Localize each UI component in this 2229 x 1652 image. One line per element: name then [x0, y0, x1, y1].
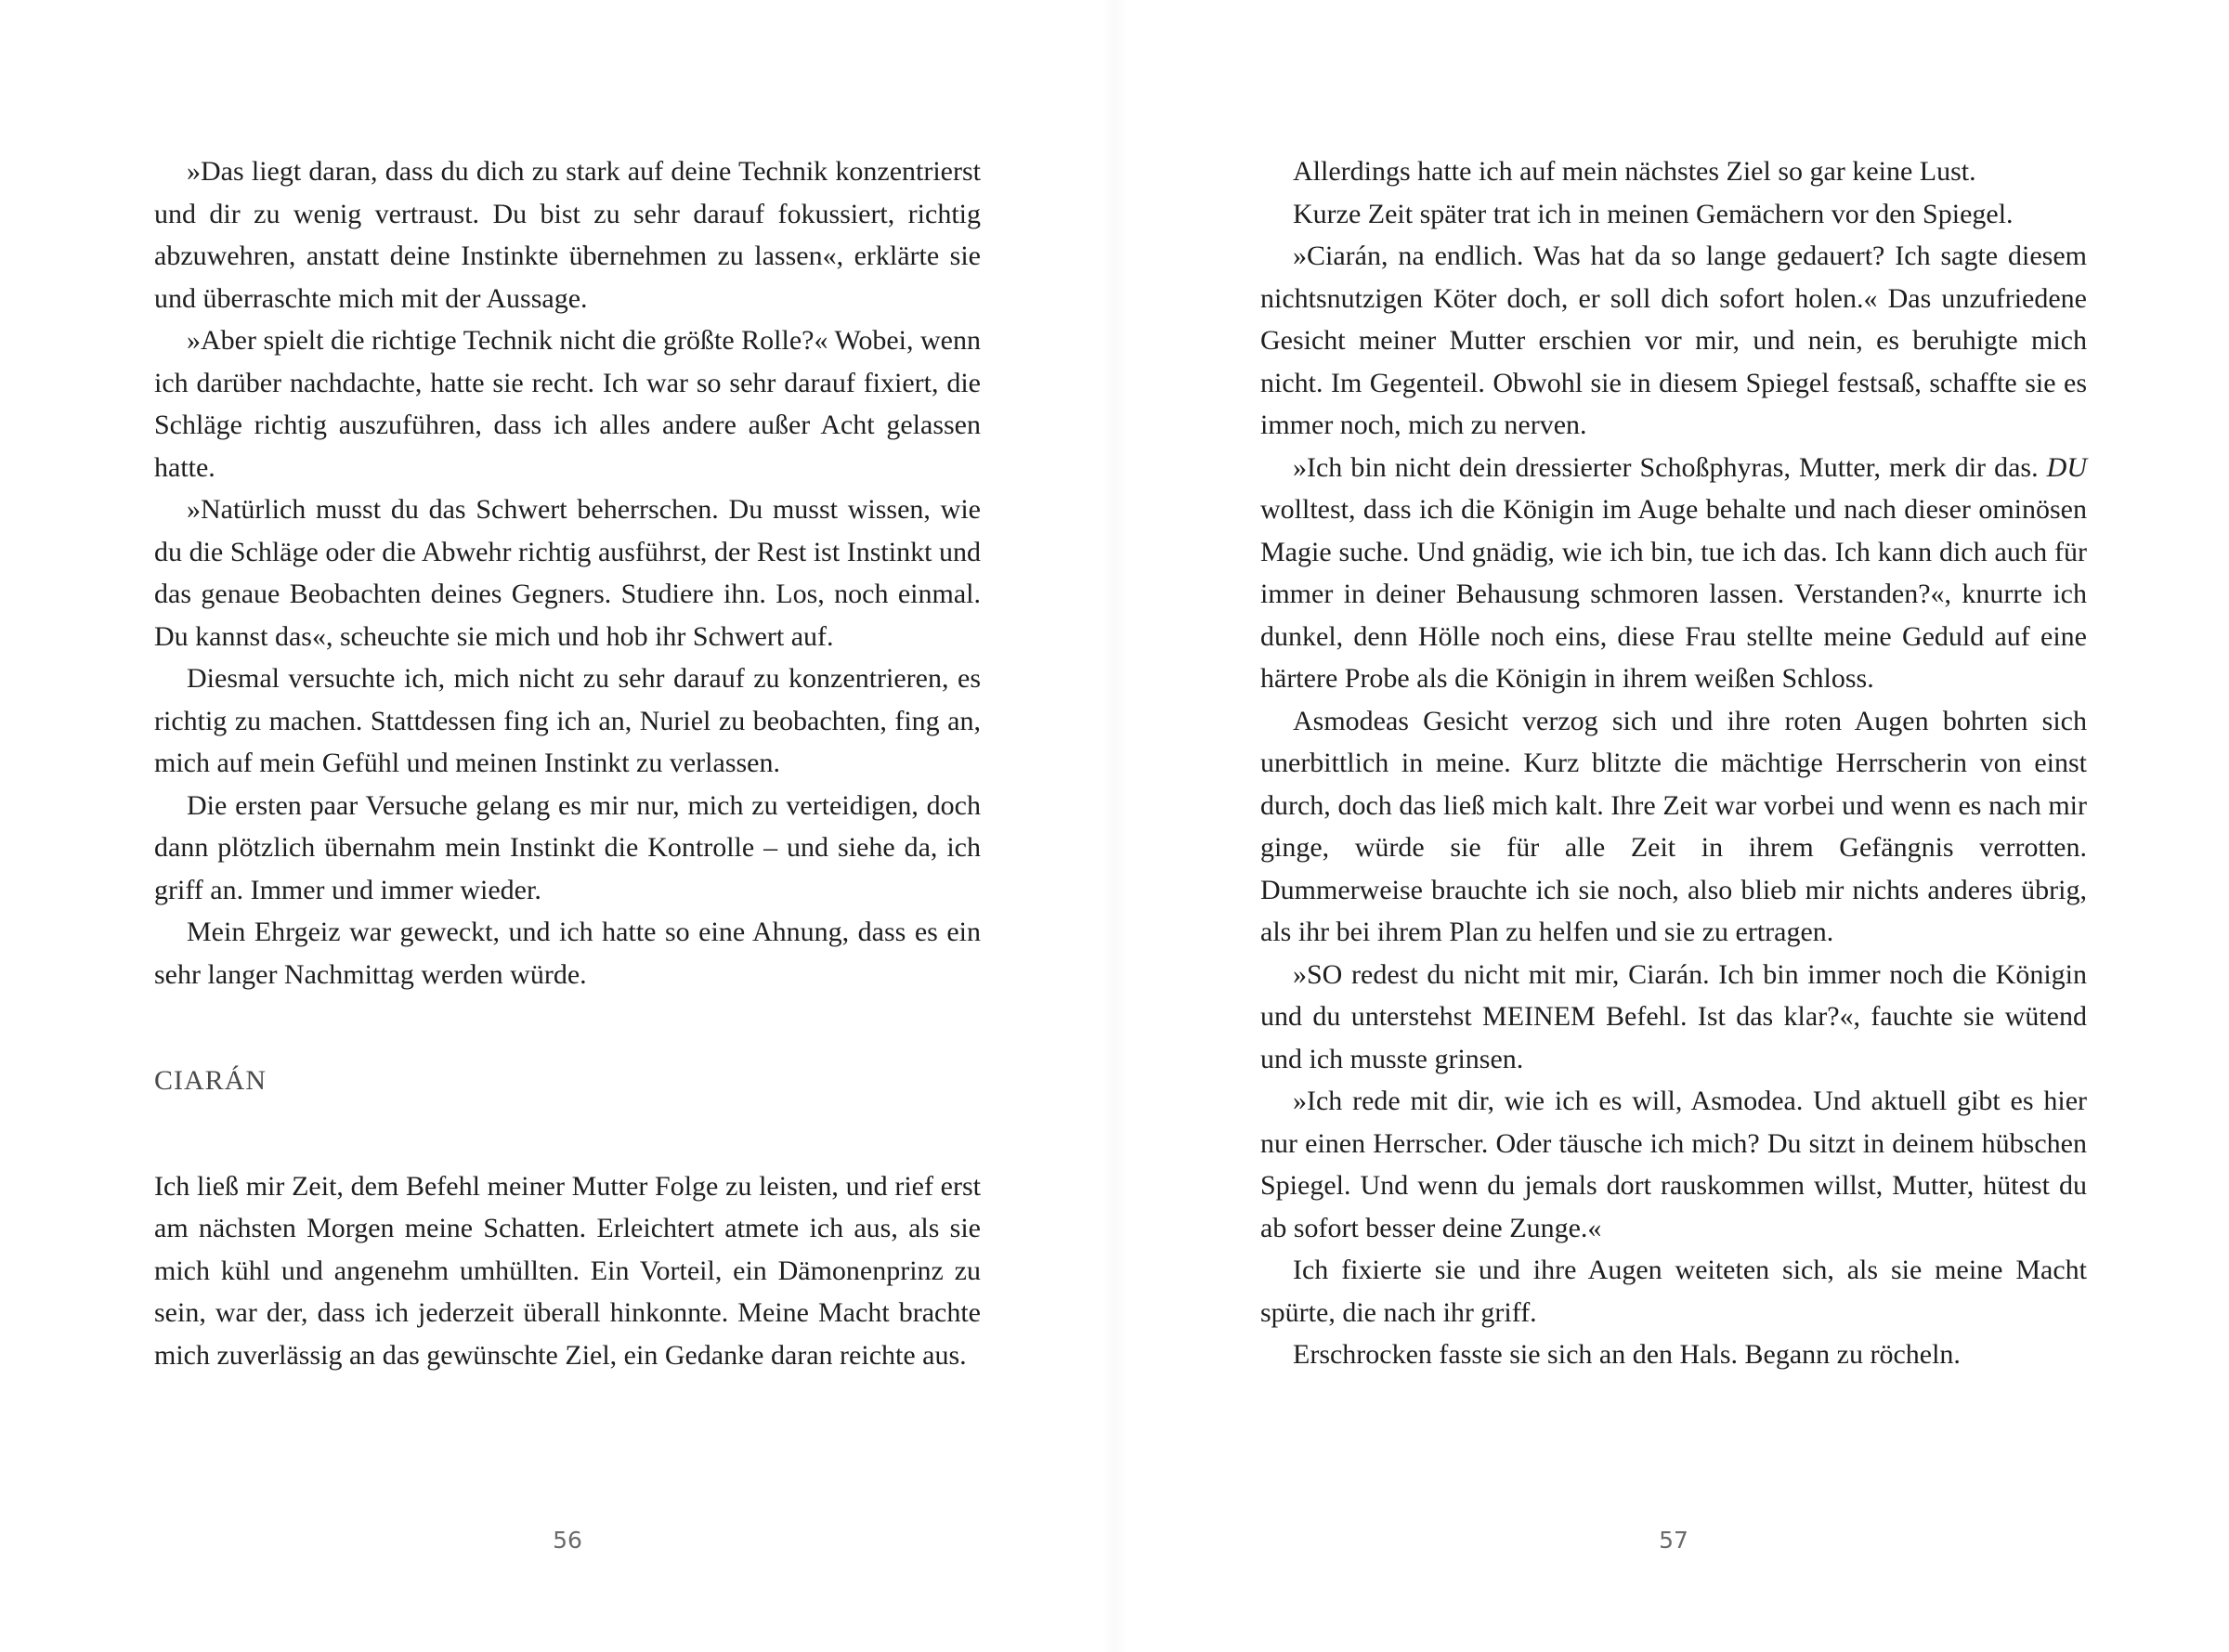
paragraph: Ich fixierte sie und ihre Augen weiteten sich, als sie meine Macht spürte, die nach ihr griff.	[1260, 1255, 2087, 1328]
paragraph: Diesmal versuchte ich, mich nicht zu sehr darauf zu konzentrieren, es richtig zu machen. Stattdessen fing ich an, Nuriel zu beobachten, fing an, mich auf mein Gefühl und meinen Instinkt zu verlassen.	[154, 663, 981, 778]
paragraph-text: »Ich bin nicht dein dressierter Schoßphyras, Mutter, merk dir das.	[1293, 451, 2047, 483]
paragraph: Die ersten paar Versuche gelang es mir nur, mich zu verteidigen, doch dann plötzlich übernahm mein Instinkt die Kontrolle – und siehe da, ich griff an. Immer und immer wieder.	[154, 789, 981, 905]
paragraph: Mein Ehrgeiz war geweckt, und ich hatte so eine Ahnung, dass es ein sehr langer Nachmittag werden würde.	[154, 917, 981, 990]
paragraph: Erschrocken fasste sie sich an den Hals. Begann zu röcheln.	[1293, 1339, 1961, 1370]
paragraph: Allerdings hatte ich auf mein nächstes Ziel so gar keine Lust.	[1293, 156, 1976, 187]
right-page	[1114, 0, 2229, 1652]
paragraph: »Aber spielt die richtige Technik nicht die größte Rolle?« Wobei, wenn ich darüber nachdachte, hatte sie recht. Ich war so sehr darauf fixiert, die Schläge richtig auszuführen, dass ich alles andere außer Acht gelassen hatte.	[154, 325, 981, 483]
right-page-body	[1260, 150, 2087, 1376]
chapter-first-paragraph: Ich ließ mir Zeit, dem Befehl meiner Mutter Folge zu leisten, und rief erst am nächsten Morgen meine Schatten. Erleichtert atmete ich aus, als sie mich kühl und angenehm umhüllten. Ein Vorteil, ein Dämonenprinz zu sein, war der, dass ich jederzeit überall hinkonnte. Meine Macht brachte mich zuverlässig an das gewünschte Ziel, ein Gedanke daran reichte aus.	[154, 1170, 981, 1371]
left-page-body	[154, 150, 981, 1376]
paragraph: »SO redest du nicht mit mir, Ciarán. Ich bin immer noch die Königin und du unterstehst MEINEM Befehl. Ist das klar?«, fauchte sie wütend und ich musste grinsen.	[1260, 958, 2087, 1074]
emphasized-text: DU	[2046, 451, 2087, 483]
paragraph	[1260, 447, 2087, 700]
paragraph: »Ich rede mit dir, wie ich es will, Asmodea. Und aktuell gibt es hier nur einen Herrscher. Oder täusche ich mich? Du sitzt in deinem hübschen Spiegel. Und wenn du jemals dort rauskommen willst, Mutter, hütest du ab sofort besser deine Zunge.«	[1260, 1086, 2087, 1243]
paragraph: Kurze Zeit später trat ich in meinen Gemächern vor den Spiegel.	[1293, 198, 2014, 229]
chapter-heading: CIARÁN	[154, 1065, 267, 1096]
paragraph: Asmodeas Gesicht verzog sich und ihre roten Augen bohrten sich unerbittlich in meine. Kurz blitzte die mächtige Herrscherin von einst durch, doch das ließ mich kalt. Ihre Zeit war vorbei und wenn es nach mir ginge, würde sie für alle Zeit in ihrem Gefängnis verrotten. Dummerweise brauchte ich sie noch, also blieb mir nichts anderes übrig, als ihr bei ihrem Plan zu helfen und sie zu ertragen.	[1260, 705, 2087, 947]
paragraph: »Ciarán, na endlich. Was hat da so lange gedauert? Ich sagte diesem nichtsnutzigen Köter doch, er soll dich sofort holen.« Das unzufriedene Gesicht meiner Mutter erschien vor mir, und nein, es beruhigte mich nicht. Im Gegenteil. Obwohl sie in diesem Spiegel festsaß, schaffte sie es immer noch, mich zu nerven.	[1260, 241, 2087, 440]
paragraph-text: wolltest, dass ich die Königin im Auge behalte und nach dieser ominösen Magie suche. Und gnädig, wie ich bin, tue ich das. Ich kann dich auch für immer in deiner Behausung schmoren lassen. Verstanden?«, knurrte ich dunkel, denn Hölle noch eins, diese Frau stellte meine Geduld auf eine härtere Probe als die Königin in ihrem weißen Schloss.	[1260, 494, 2087, 694]
paragraph: »Das liegt daran, dass du dich zu stark auf deine Technik konzentrierst und dir zu wenig vertraust. Du bist zu sehr darauf fokussiert, richtig abzuwehren, anstatt deine Instinkte übernehmen zu lassen«, erklärte sie und überraschte mich mit der Aussage.	[154, 156, 981, 314]
left-page	[0, 0, 1114, 1652]
page-number: 56	[553, 1527, 582, 1554]
page-number: 57	[1659, 1527, 1688, 1554]
paragraph: »Natürlich musst du das Schwert beherrschen. Du musst wissen, wie du die Schläge oder die Abwehr richtig ausführst, der Rest ist Instinkt und das genaue Beobachten deines Gegners. Studiere ihn. Los, noch einmal. Du kannst das«, scheuchte sie mich und hob ihr Schwert auf.	[154, 494, 981, 652]
